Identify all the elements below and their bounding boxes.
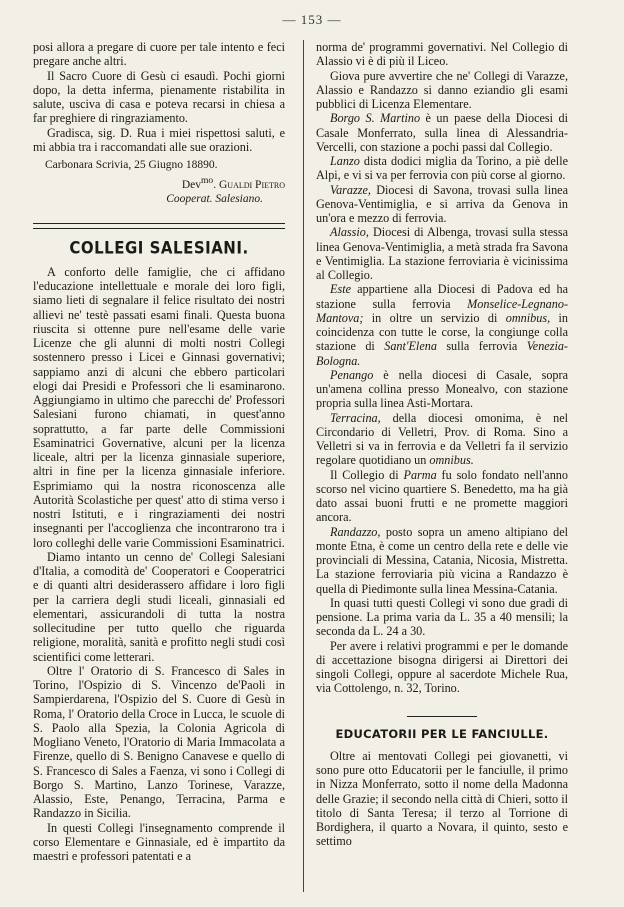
text: dista dodici miglia da Torino, a piè delle Alpi, e vi si va per ferrovia con più corse al giorno. bbox=[316, 154, 568, 183]
signature-sup: mo bbox=[200, 175, 214, 187]
paragraph bbox=[316, 111, 568, 154]
text: della diocesi omonima, è nel Circondario di Velletri, Prov. di Roma. Sino a Velletri si va in ferrovia e da Velletri fa il servizio regolare quotidiano un bbox=[316, 410, 568, 468]
paragraph: posi allora a pregare di cuore per tale intento e feci pregare anche altri. bbox=[33, 40, 285, 69]
text: fu solo fondato nell'anno scorso nel vicino quartiere S. Benedetto, ma ha già dato assai buoni frutti e ne promette maggiori ancora. bbox=[316, 467, 568, 525]
place-name: Penango bbox=[330, 367, 374, 382]
section-heading: EDUCATORII PER LE FANCIULLE. bbox=[335, 726, 549, 741]
paragraph: Per avere i relativi programmi e per le domande di accettazione bisogna dirigersi ai Direttori dei singoli Collegi, oppure al sacerdote Michele Rua, via Cottolengo, n. 32, Torino. bbox=[316, 638, 568, 696]
place-name: Este bbox=[330, 282, 351, 297]
paragraph: norma de' programmi governativi. Nel Collegio di Alassio vi è di più il Liceo. bbox=[316, 40, 568, 69]
text: Diocesi di Savona, trovasi sulla linea Genova-Ventimiglia, e si arriva da Genova in un'ora e mezzo di ferrovia. bbox=[316, 182, 568, 225]
text: è un paese della Diocesi di Casale Monferrato, sulla linea di Alessandria-Vercelli, con stazione a pochi passi dal Collegio. bbox=[316, 111, 568, 154]
signature: Dev$^{mo}$. Gualdi Pietro bbox=[181, 175, 285, 192]
text: posto sopra un ameno altipiano del monte Etna, è come un centro della rete e delle vie provinciali di Messina, Catania, Nicosia, Mistretta. La stazione ferroviaria più vicina a Randazzo è quella di Piedimonte sulla linea Messina-Catania. bbox=[316, 524, 568, 596]
signature-prefix: Dev bbox=[181, 179, 201, 192]
term: omnibus, bbox=[505, 310, 551, 325]
text: in coincidenza con tutte le corse, la congiunge colla stazione di bbox=[316, 310, 569, 354]
text: Il Collegio di bbox=[330, 467, 404, 482]
signature-name: Gualdi Pietro bbox=[218, 179, 285, 192]
place-name: Randazzo, bbox=[330, 524, 381, 539]
section-heading: COLLEGI SALESIANI. bbox=[69, 237, 249, 258]
paragraph: In quasi tutti questi Collegi vi sono due gradi di pensione. La prima varia da L. 35 a 40 mensili; la seconda da L. 24 a 30. bbox=[316, 595, 568, 639]
paragraph: Il Sacro Cuore di Gesù ci esaudì. Pochi giorni dopo, la detta inferma, pienamente ristabilita in salute, usciva di casa e poteva recarsi in chiesa a far preghiere di ringraziamento. bbox=[33, 68, 285, 126]
text: appartiene alla Diocesi di Padova ed ha stazione sulla ferrovia bbox=[316, 282, 568, 311]
text: è nella diocesi di Casale, sopra un'amena collina presso Monealvo, con stazione propria sulla linea Asti-Mortara. bbox=[316, 367, 568, 411]
paragraph: Oltre ai mentovati Collegi pei giovanetti, vi sono pure otto Educatorii per le fanciulle, il primo in Nizza Monferrato, sotto il nome della Madonna delle Grazie; il secondo nella città di Chieri, sotto il titolo di Santa Teresa; il terzo al Torrione di Bordighera, il quarto a Novara, il quinto, sesto e settimo bbox=[316, 748, 568, 849]
paragraph bbox=[316, 468, 568, 525]
paragraph: In questi Collegi l'insegnamento comprende il corso Elementare e Ginnasiale, ed è impartito da maestri e professori patentati e a bbox=[33, 820, 285, 864]
railway-name: Venezia-Bologna. bbox=[316, 339, 568, 368]
paragraph: A conforto delle famiglie, che ci affidano l'educazione intellettuale e morale dei loro figli, siamo lieti di segnalare il felice risultato dei nostri allievi ne' testè passati esami finali. Questa buona riuscita si ottenne pure nell'esame delle varie Licenze che gli alunni di molti nostri Collegi sostennero presso i Licei e Ginnasi governativi; sappiamo anzi di alcuni che ebbero particolari elogi dai Presidi e Professori che li esaminarono. Aggiungiamo in ultimo che parecchi de' Professori Salesiani furono chiamati, in quest'anno soprattutto, a far parte delle Commissioni Esaminatrici Governative, alcuni per la licenza liceale, altri per la licenza ginnasiale superiore, altri in fine per la licenza ginnasiale inferiore. Esprimiamo qui la nostra riconoscenza alle Autorità Scolastiche per quest' atto di stima verso i nostri Istituti, e i ringraziamenti dei nostri insegnanti per l'accoglienza che incontrarono tra i loro colleghi delle varie Commissioni Esaminatrici. bbox=[33, 264, 285, 550]
paragraph: Gradisca, sig. D. Rua i miei rispettosi saluti, e mi abbia tra i raccomandati alle sue orazioni. bbox=[33, 125, 285, 154]
paragraph: Giova pure avvertire che ne' Collegi di Varazze, Alassio e Randazzo si danno eziandio gli esami pubblici di Licenza Elementare. bbox=[316, 68, 568, 111]
paragraph bbox=[316, 411, 568, 468]
paragraph bbox=[316, 368, 568, 411]
text: Diocesi di Albenga, trovasi sulla stessa linea Genova-Ventimiglia, a metà strada fra Savona e Ventimiglia. La stazione ferroviaria è vicinissima al Collegio. bbox=[316, 225, 568, 282]
paragraph bbox=[316, 225, 568, 282]
place-name: Alassio, bbox=[330, 225, 369, 240]
place-name: Terracina, bbox=[330, 410, 381, 425]
text: in oltre un servizio di bbox=[363, 310, 506, 325]
railway-name: Monselice-Legnano-Mantova; bbox=[316, 296, 568, 325]
station-name: Sant'Elena bbox=[384, 339, 437, 354]
section-rule bbox=[33, 223, 285, 229]
left-column bbox=[33, 40, 285, 863]
paragraph bbox=[316, 525, 568, 596]
place-name: Varazze, bbox=[330, 182, 371, 197]
term: omnibus. bbox=[429, 453, 474, 468]
paragraph: Oltre l' Oratorio di S. Francesco di Sales in Torino, l'Ospizio di S. Vincenzo de'Paoli in Sampierdarena, l'Ospizio del S. Cuore di Gesù in Roma, l' Oratorio della Croce in Lucca, le scuole di S. Paolo alla Spezia, la Colonia Agricola di Mogliano Veneto, l'Oratorio di Maria Immacolata a Firenze, quello di S. Benigno Canavese e quello di S. Francesco di Sales a Faenza, vi sono i Collegi di Borgo S. Martino, Lanzo Torinese, Varazze, Alassio, Este, Penango, Terracina, Parma e Randazzo in Sicilia. bbox=[33, 663, 285, 821]
column-divider bbox=[303, 40, 304, 892]
paragraph bbox=[316, 282, 568, 368]
paragraph: Diamo intanto un cenno de' Collegi Salesiani d'Italia, a comodità de' Cooperatori e Cooperatrici e di quanti altri desiderassero affidare i loro figli per la carriera degli studi liceali, ginnasiali ed elementari, assicurandoli di tutta la nostra sollecitudine per tutto quello che riguarda religione, moralità, sanità e profitto negli studi così scientifici come letterari. bbox=[33, 549, 285, 664]
place-date: Carbonara Scrivia, 25 Giugno 18890. bbox=[45, 159, 218, 171]
signature-role: Cooperat. Salesiano. bbox=[166, 193, 263, 206]
page-number: — 153 — bbox=[282, 12, 342, 27]
paragraph bbox=[316, 154, 568, 183]
text: sulla ferrovia bbox=[436, 339, 527, 354]
section-rule bbox=[407, 716, 477, 717]
right-column bbox=[316, 40, 568, 849]
place-name: Borgo S. Martino bbox=[330, 111, 421, 126]
paragraph bbox=[316, 183, 568, 226]
place-name: Lanzo bbox=[330, 154, 360, 168]
place-name: Parma bbox=[403, 467, 437, 482]
